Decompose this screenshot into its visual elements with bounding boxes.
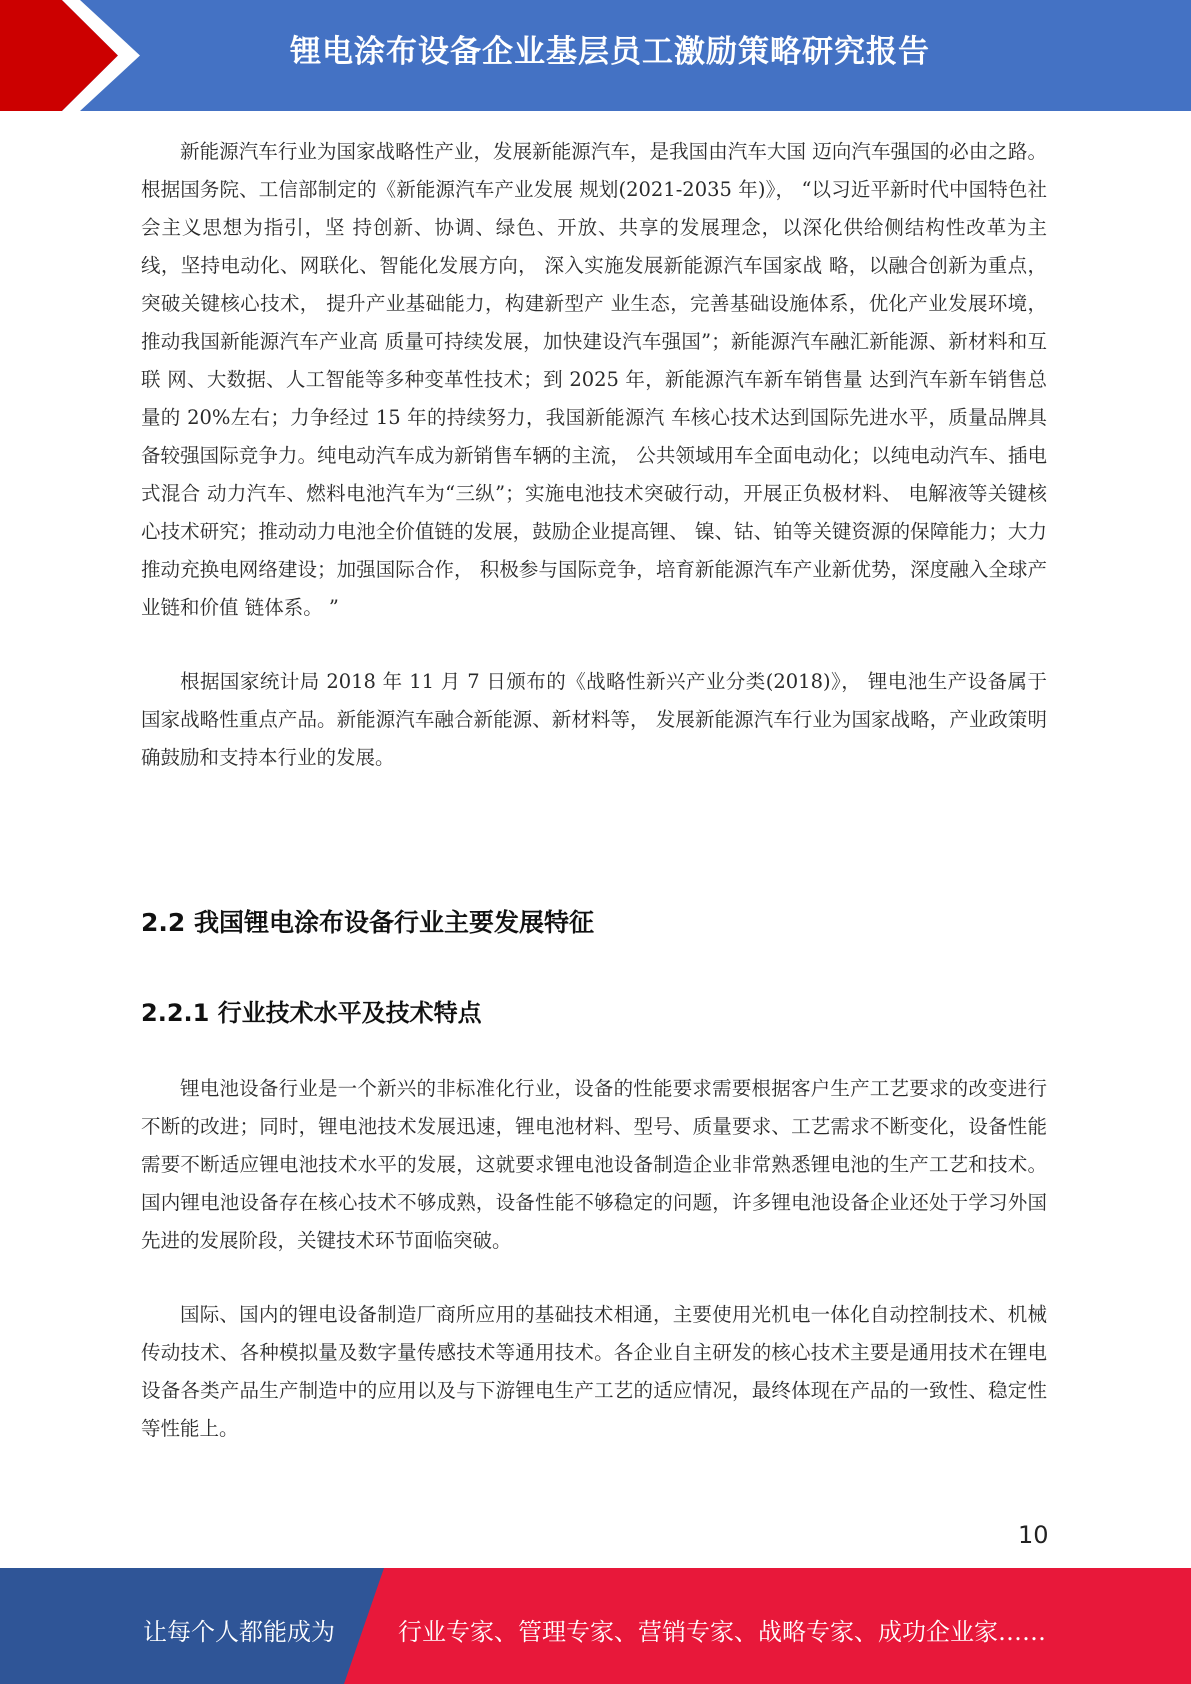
paragraph-policy: 新能源汽车行业为国家战略性产业，发展新能源汽车，是我国由汽车大国 迈向汽车强国的必由之路。根据国务院、工信部制定的《新能源汽车产业发展 规划(2021-2035 年)》， “以习近平新时代中国特色社会主义思想为指引，坚 持创新、协调、绿色、开放、共享的发展理念，以深化供给侧结构性改革为主 线，坚持电动化、网联化、智能化发展方向， 深入实施发展新能源汽车国家战 略，以融合创新为重点，突破关键核心技术， 提升产业基础能力，构建新型产 业生态，完善基础设施体系，优化产业发展环境，推动我国新能源汽车产业高 质量可持续发展，加快建设汽车强国”；新能源汽车融汇新能源、新材料和互联 网、大数据、人工智能等多种变革性技术；到 2025 年，新能源汽车新车销售量 达到汽车新车销售总量的 20%左右；力争经过 15 年的持续努力，我国新能源汽 车核心技术达到国际先进水平，质量品牌具备较强国际竞争力。纯电动汽车成为新销售车辆的主流， 公共领域用车全面电动化；以纯电动汽车、插电式混合 动力汽车、燃料电池汽车为“三纵”；实施电池技术突破行动，开展正负极材料、 电解液等关键核心技术研究；推动动力电池全价值链的发展，鼓励企业提高锂、 镍、钴、铂等关键资源的保障能力；大力推动充换电网络建设；加强国际合作， 积极参与国际竞争，培育新能源汽车产业新优势，深度融入全球产业链和价值 链体系。 ” bbox=[141, 140, 1047, 619]
footer-slogan-right: 行业专家、管理专家、营销专家、战略专家、成功企业家…… bbox=[398, 1618, 1046, 1646]
page-content bbox=[141, 133, 1047, 1440]
page-header bbox=[0, 0, 1191, 111]
subsection-body bbox=[141, 1070, 1047, 1448]
paragraph-classification: 根据国家统计局 2018 年 11 月 7 日颁布的《战略性新兴产业分类(2018)》， 锂电池生产设备属于国家战略性重点产品。新能源汽车融合新能源、新材料等， 发展新能源汽车行业为国家战略，产业政策明确鼓励和支持本行业的发展。 bbox=[141, 670, 1047, 769]
header-arrow-decoration bbox=[0, 0, 160, 111]
footer-slogan-left: 让每个人都能成为 bbox=[143, 1618, 335, 1646]
paragraph-industry-features: 锂电池设备行业是一个新兴的非标准化行业，设备的性能要求需要根据客户生产工艺要求的改变进行不断的改进；同时，锂电池技术发展迅速，锂电池材料、型号、质量要求、工艺需求不断变化，设备性能需要不断适应锂电池技术水平的发展，这就要求锂电池设备制造企业非常熟悉锂电池的生产工艺和技术。国内锂电池设备存在核心技术不够成熟，设备性能不够稳定的问题，许多锂电池设备企业还处于学习外国先进的发展阶段，关键技术环节面临突破。 bbox=[141, 1077, 1047, 1252]
subsection-heading: 2.2.1 行业技术水平及技术特点 bbox=[141, 999, 482, 1027]
report-title: 锂电涂布设备企业基层员工激励策略研究报告 bbox=[290, 34, 930, 70]
section-heading: 2.2 我国锂电涂布设备行业主要发展特征 bbox=[141, 908, 594, 937]
paragraph-base-technology: 国际、国内的锂电设备制造厂商所应用的基础技术相通，主要使用光机电一体化自动控制技术、机械传动技术、各种模拟量及数字量传感技术等通用技术。各企业自主研发的核心技术主要是通用技术在锂电设备各类产品生产制造中的应用以及与下游锂电生产工艺的适应情况，最终体现在产品的一致性、稳定性等性能上。 bbox=[141, 1303, 1047, 1440]
page-footer bbox=[0, 1568, 1191, 1684]
page-number: 10 bbox=[1018, 1521, 1049, 1549]
